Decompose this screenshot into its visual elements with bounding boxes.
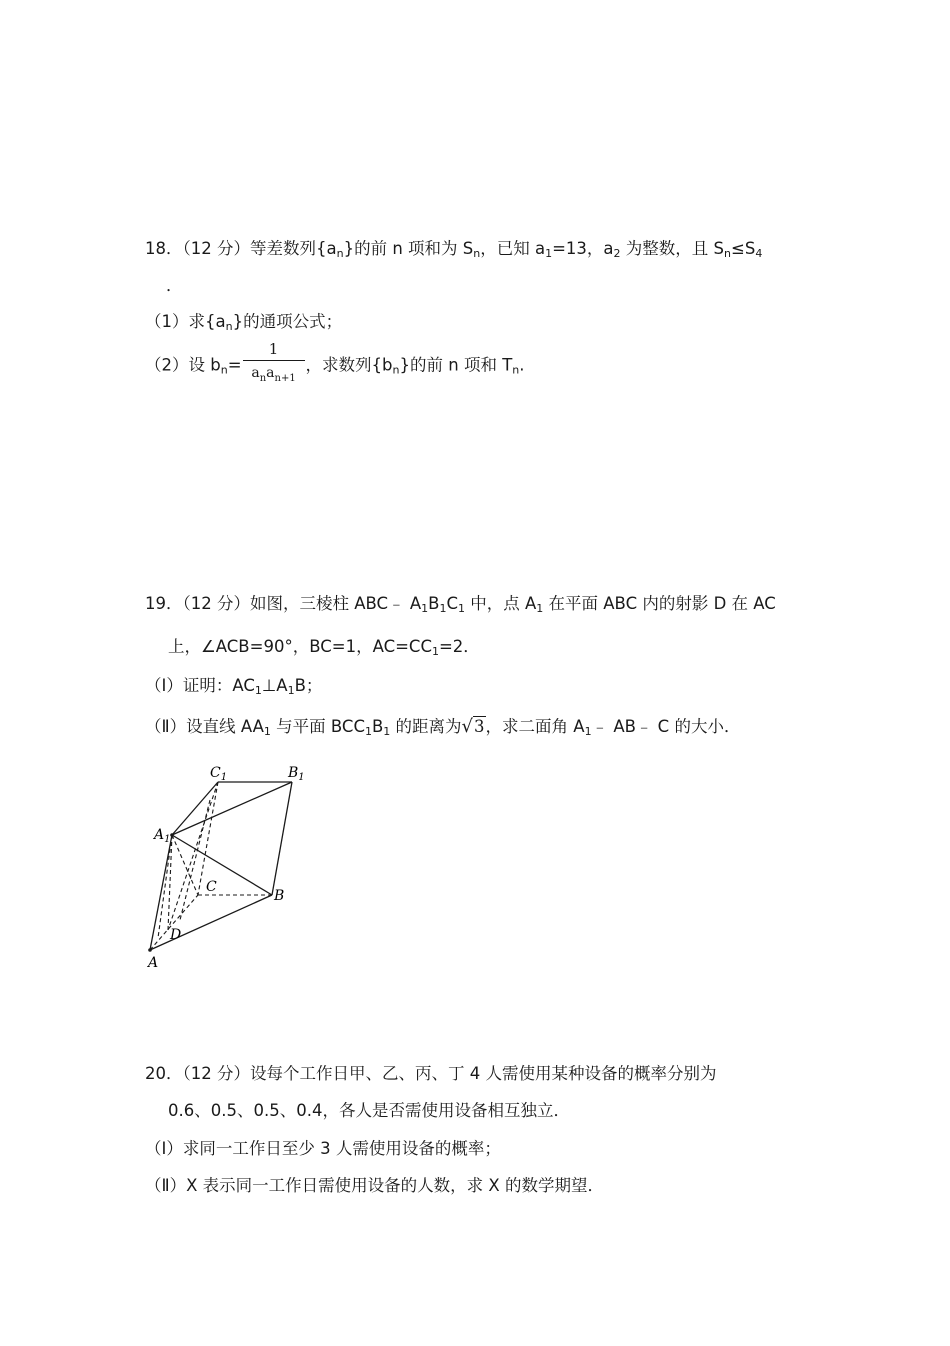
q18-p2-text: ，求数列{b [305, 355, 393, 375]
q19-p1-text: ⊥A [261, 676, 288, 695]
q19-sub: 1 [421, 602, 429, 615]
q18-p2-text: . [519, 355, 525, 375]
q19-text: 如图，三棱柱 ABC﹣ A [250, 594, 422, 613]
q20-part1: （Ⅰ）求同一工作日至少 3 人需使用设备的概率； [145, 1139, 501, 1158]
fraction-denominator [243, 364, 305, 382]
hidden-edge-c1-d [168, 782, 218, 930]
q18-text: 等差数列{a [250, 239, 337, 258]
q18-text: 为整数，且 S [620, 239, 725, 258]
q18-p1-sub: n [225, 320, 233, 333]
q18-p2-text: }的前 n 项和 T [399, 355, 513, 375]
q18-part1 [145, 311, 342, 333]
label-c: C [206, 879, 217, 895]
q19-part2 [145, 716, 740, 738]
edge-b1-b [272, 782, 292, 895]
q19-sub: 1 [457, 602, 465, 615]
q18-sub: 1 [545, 247, 553, 260]
q19-text: 上，∠ACB=90°，BC=1，AC=CC [168, 637, 432, 656]
q19-score: （12 分） [182, 594, 250, 613]
q19-text: C [446, 594, 458, 613]
sqrt-expression [462, 716, 486, 738]
q20-stem [145, 1063, 717, 1085]
q20-number: 20． [145, 1064, 183, 1083]
q20-score: （12 分） [182, 1064, 250, 1083]
label-b: B [274, 888, 285, 904]
q18-p2-text: = [227, 355, 242, 375]
sqrt-value: 3 [474, 717, 485, 736]
q19-text: 在平面 ABC 内的射影 D 在 AC [543, 594, 776, 613]
q19-p2-sub: 1 [383, 725, 391, 738]
q19-p2-text: ，求二面角 A [485, 717, 585, 736]
q19-p2-text: 与平面 BCC [270, 717, 365, 736]
vertex-a1 [170, 833, 174, 837]
q18-text: =13，a [552, 239, 614, 258]
q18-text: ，已知 a [480, 239, 546, 258]
q18-p2-text: （2）设 b [145, 355, 221, 375]
q19-text: 中，点 A [464, 594, 537, 613]
q19-part1 [145, 675, 322, 697]
label-a: A [148, 955, 159, 971]
label-d: D [170, 927, 182, 943]
q19-p1-sub: 1 [287, 684, 295, 697]
q19-p1-sub: 1 [254, 684, 262, 697]
q19-text: B [428, 594, 440, 613]
q18-p1-text: }的通项公式； [232, 312, 343, 331]
edge-a-a1 [150, 835, 172, 950]
den-b-sub: n+1 [274, 373, 296, 384]
q18-sub: 2 [613, 247, 621, 260]
q19-p2-text: B [371, 717, 384, 736]
edge-a1-b [172, 835, 272, 895]
q19-sub: 1 [431, 645, 439, 658]
q19-p2-text: （Ⅱ）设直线 AA [145, 717, 264, 736]
q18-p2-sub: n [392, 363, 400, 377]
q18-stem [145, 238, 762, 260]
fraction-numerator: 1 [268, 340, 279, 358]
q18-p1-text: （1）求{a [145, 312, 226, 331]
prism-figure [140, 760, 320, 972]
vertex-a [148, 948, 152, 952]
q19-p2-text: 的距离为 [390, 717, 462, 736]
q18-text: }的前 n 项和为 S [343, 239, 474, 258]
q18-fraction [243, 340, 305, 386]
q19-stem [145, 593, 776, 615]
label-b1: $B_1$ [288, 765, 305, 783]
sqrt-sign: √ [461, 716, 474, 737]
q18-p2-sub: n [220, 363, 228, 377]
q18-number: 18． [145, 239, 183, 258]
label-a1: $A_1$ [154, 827, 171, 845]
q18-sub: 4 [755, 247, 763, 260]
edge-a1-c1 [172, 782, 218, 835]
fraction-bar [243, 360, 305, 361]
q18-stem-end: ． [166, 276, 183, 295]
q19-p1-text: B； [294, 676, 323, 695]
q19-number: 19． [145, 594, 183, 613]
q18-sub: n [336, 247, 344, 260]
q18-score: （12 分） [182, 239, 250, 258]
q19-p2-sub: 1 [584, 725, 592, 738]
q19-sub: 1 [536, 602, 544, 615]
q19-p2-sub: 1 [364, 725, 372, 738]
q18-sub: n [473, 247, 481, 260]
prism-diagram [140, 760, 320, 972]
q19-stem-line2 [168, 636, 480, 658]
q19-p1-text: （Ⅰ）证明：AC [145, 676, 255, 695]
q19-sub: 1 [439, 602, 447, 615]
q18-p2-sub: n [512, 363, 520, 377]
q20-part2: （Ⅱ）X 表示同一工作日需使用设备的人数，求 X 的数学期望． [145, 1176, 604, 1195]
q18-part2 [145, 340, 525, 386]
q19-text: =2． [438, 637, 480, 656]
q18-sub: n [724, 247, 731, 260]
edge-a1-b1 [172, 782, 292, 835]
label-c1: $C_1$ [210, 765, 228, 783]
q19-p2-text: ﹣ AB﹣ C 的大小． [591, 717, 741, 736]
den-b: a [266, 365, 275, 381]
q20-stem-line2: 0.6、0.5、0.5、0.4，各人是否需使用设备相互独立． [168, 1101, 570, 1120]
den-a-sub: n [259, 373, 267, 384]
q18-text: ≤S [731, 239, 756, 258]
den-a: a [251, 365, 260, 381]
q19-p2-sub: 1 [263, 725, 271, 738]
q20-text: 设每个工作日甲、乙、丙、丁 4 人需使用某种设备的概率分别为 [250, 1064, 717, 1083]
